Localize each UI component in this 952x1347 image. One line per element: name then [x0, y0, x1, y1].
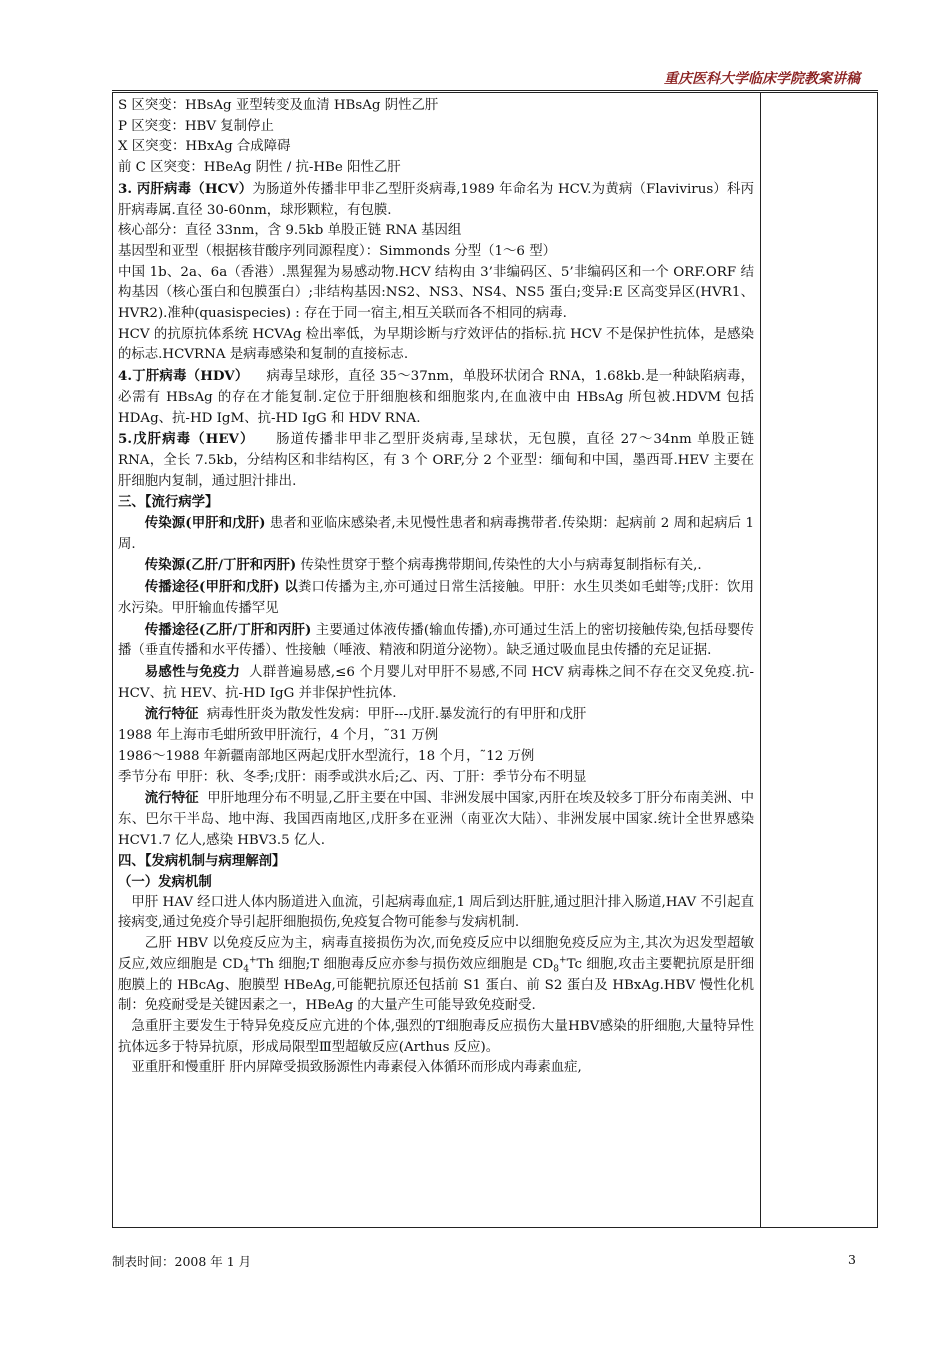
mechanism-hav-paragraph: 甲肝 HAV 经口进人体内肠道进入血流，引起病毒血症,1 周后到达肝脏,通过胆汁排入肠道,HAV 不引起直接病变,通过免疫介导引起肝细胞损伤,免疫复合物可能参与发病机制. — [118, 894, 754, 931]
hev-paragraph — [118, 429, 754, 492]
lecture-content — [118, 96, 754, 1079]
route-ae-label: 传播途径(甲肝和戊肝) 以 — [144, 579, 298, 596]
feature2-label: 流行特征 — [144, 790, 199, 807]
mechanism-hbv-text-2: Th 细胞;T 细胞毒反应亦参与损伤效应细胞是 CD — [256, 956, 554, 972]
mechanism-severe-paragraph: 急重肝主要发生于特异免疫反应亢进的个体,强烈的T细胞毒反应损伤大量HBV感染的肝细胞,大量特异性抗体远多于特异抗原，形成局限型Ⅲ型超敏反应(Arthus 反应)。 — [118, 1018, 754, 1055]
feature2-paragraph — [118, 788, 754, 851]
p-region-line: P 区突变：HBV 复制停止 — [118, 118, 274, 134]
mechanism-hbv-text-1: 乙肝 HBV 以免疫反应为主，病毒直接损伤为次,而免疫反应中以细胞免疫反应为主,其次为迟发型超敏反应,效应细胞是 CD — [118, 936, 754, 972]
outbreak-1986-line: 1986～1988 年新疆南部地区两起戊肝水型流行，18 个月，˜12 万例 — [118, 748, 535, 764]
mechanism-heading: （一）发病机制 — [118, 874, 212, 891]
hcv-paragraph — [118, 179, 754, 221]
cd4-superscript: + — [248, 955, 257, 966]
hcv-core-line: 核心部分：直径 33nm，含 9.5kb 单股正链 RNA 基因组 — [118, 223, 462, 239]
source-bdc-text: 传染性贯穿于整个病毒携带期间,传染性的大小与病毒复制指标有关,. — [300, 558, 702, 574]
column-divider — [760, 92, 761, 1228]
header-rule — [112, 90, 878, 91]
hdv-text: 病毒呈球形，直径 35～37nm，单股环状闭合 RNA，1.68kb.是一种缺陷病毒，必需有 HBsAg 的存在才能复制.定位于肝细胞核和细胞浆内,在血液中由 HBsAg 所包被.HDVM 包括 HDAg、抗-HD IgM、抗-HD IgG 和 HDV RNA. — [118, 369, 754, 426]
route-bdc-paragraph — [118, 620, 754, 662]
prec-region-line: 前 C 区突变：HBeAg 阴性 / 抗-HBe 阳性乙肝 — [118, 160, 401, 176]
hcv-text: 为肠道外传播非甲非乙型肝炎病毒,1989 年命名为 HCV.为黄病（Flavivirus）科丙肝病毒属.直径 30-60nm，球形颗粒，有包膜. — [118, 181, 754, 218]
outbreak-1988-line: 1988 年上海市毛蚶所致甲肝流行，4 个月，˜31 万例 — [118, 728, 439, 744]
cd8-subscript: 8 — [553, 964, 560, 975]
hdv-paragraph — [118, 366, 754, 429]
header-title: 重庆医科大学临床学院教案讲稿 — [664, 71, 860, 87]
s-region-line: S 区突变：HBsAg 亚型转变及血清 HBsAg 阴性乙肝 — [118, 98, 439, 113]
hev-text: 肠道传播非甲非乙型肝炎病毒,呈球状，无包膜，直径 27～34nm 单股正链 RNA，全长 7.5kb，分结构区和非结构区，有 3 个 ORF,分 2 个亚型：缅甸和中国，墨西哥.HEV 主要在肝细胞内复制，通过胆汁排出. — [118, 432, 755, 489]
hcv-title: 3. 丙肝病毒（HCV） — [118, 180, 253, 197]
immunity-paragraph — [118, 662, 754, 704]
footer-page-number: 3 — [848, 1252, 856, 1267]
hcv-structure-paragraph: 中国 1b、2a、6a（香港）.黑猩猩为易感动物.HCV 结构由 3’非编码区、5’非编码区和一个 ORF.ORF 结构基因（核心蛋白和包膜蛋白）;非结构基因:NS2、NS3、NS4、NS5 蛋白;变异:E 区高变异区(HVR1、HVR2).准种(quasispecies) : 存在于同一宿主,相互关联而各不相同的病毒. — [118, 264, 754, 322]
feature1-label: 流行特征 — [144, 706, 199, 723]
footer-made-time: 制表时间：2008 年 1 月 — [112, 1254, 252, 1269]
pathogenesis-heading: 四、【发病机制与病理解剖】 — [118, 853, 286, 870]
mechanism-hbv-text-3: Tc 细胞,攻击主要靶抗原是肝细胞膜上的 HBcAg、胞膜型 HBeAg,可能靶抗原还包括前 S1 蛋白、前 S2 蛋白及 HBxAg.HBV 慢性化机制：免疫耐受是关键因素之一，HBeAg 的大量产生可能导致免疫耐受. — [118, 956, 755, 1014]
cd8-superscript: + — [559, 955, 567, 966]
route-ae-text: 粪口传播为主,亦可通过日常生活接触。甲肝：水生贝类如毛蚶等;戊肝：饮用水污染。甲肝输血传播罕见 — [118, 580, 755, 616]
route-ae-paragraph — [118, 577, 754, 619]
source-bdc-label: 传染源(乙肝/丁肝和丙肝) — [144, 557, 297, 574]
source-ae-text: 患者和亚临床感染者,未见慢性患者和病毒携带者.传染期：起病前 2 周和起病后 1 周. — [118, 516, 754, 552]
season-line: 季节分布 甲肝：秋、冬季;戊肝：雨季或洪水后;乙、丙、丁肝：季节分布不明显 — [118, 769, 587, 785]
source-ae-paragraph — [118, 513, 754, 555]
hdv-title: 4.丁肝病毒（HDV） — [118, 368, 249, 385]
feature1-text: 病毒性肝炎为散发性发病：甲肝---戊肝.暴发流行的有甲肝和戊肝 — [206, 707, 587, 723]
mechanism-subacute-paragraph: 亚重肝和慢重肝 肝内屏障受损致肠源性内毒素侵入体循环而形成内毒素血症, — [131, 1060, 582, 1076]
route-bdc-text: 主要通过体液传播(输血传播),亦可通过生活上的密切接触传染,包括母婴传播（垂直传播和水平传播）、性接触（唾液、精液和阴道分泌物）。缺乏通过吸血昆虫传播的充足证据. — [118, 622, 754, 659]
immunity-text: 人群普遍易感,≤6 个月婴儿对甲肝不易感,不同 HCV 病毒株之间不存在交叉免疫.抗-HCV、抗 HEV、抗-HD IgG 并非保护性抗体. — [118, 664, 754, 701]
epidemiology-heading: 三、【流行病学】 — [118, 494, 219, 511]
feature2-text: 甲肝地理分布不明显,乙肝主要在中国、非洲发展中国家,丙肝在埃及较多丁肝分布南美洲、中东、巴尔干半岛、地中海、我国西南地区,戊肝多在亚洲（南亚次大陆）、非洲发展中国家.统计全世界感染 HCV1.7 亿人,感染 HBV3.5 亿人. — [118, 791, 755, 848]
hcv-genotype-line: 基因型和亚型（根据核苷酸序列同源程度）：Simmonds 分型（1～6 型） — [118, 243, 556, 259]
hcv-antigen-paragraph: HCV 的抗原抗体系统 HCVAg 检出率低，为早期诊断与疗效评估的指标.抗 HCV 不是保护性抗体，是感染的标志.HCVRNA 是病毒感染和复制的直接标志. — [118, 326, 754, 363]
cd4-subscript: 4 — [243, 964, 249, 975]
route-bdc-label: 传播途径(乙肝/丁肝和丙肝) — [144, 621, 312, 638]
feature1-paragraph — [118, 704, 754, 726]
immunity-label: 易感性与免疫力 — [144, 663, 241, 680]
hev-title: 5.戊肝病毒（HEV） — [118, 431, 255, 448]
mechanism-hbv-paragraph — [118, 934, 754, 1017]
source-bdc-paragraph — [118, 555, 754, 577]
x-region-line: X 区突变：HBxAg 合成障碍 — [118, 139, 291, 155]
source-ae-label: 传染源(甲肝和戊肝) — [144, 515, 266, 532]
